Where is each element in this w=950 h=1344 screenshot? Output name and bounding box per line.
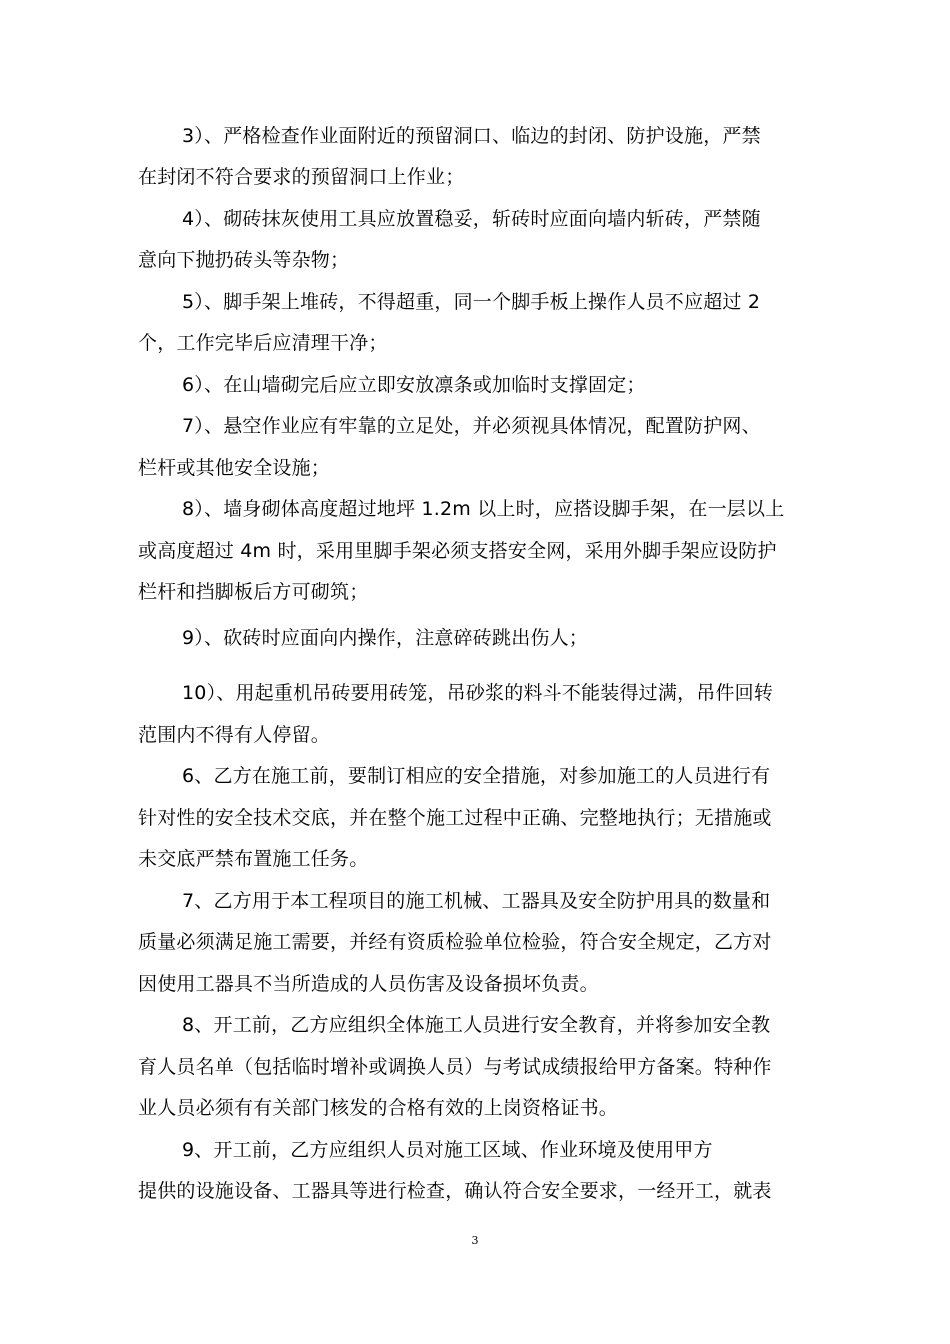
text-line: 因使用工器具不当所造成的人员伤害及设备损坏负责。 bbox=[138, 973, 599, 995]
text-line: 6、乙方在施工前，要制订相应的安全措施，对参加施工的人员进行有 bbox=[182, 765, 771, 787]
text-line: 8）、墙身砌体高度超过地坪 1.2m 以上时，应搭设脚手架，在一层以上 bbox=[182, 498, 785, 520]
text-line: 提供的设施设备、工器具等进行检查，确认符合安全要求，一经开工，就表 bbox=[138, 1180, 772, 1202]
text-line: 业人员必须有有关部门核发的合格有效的上岗资格证书。 bbox=[138, 1097, 619, 1119]
text-line: 质量必须满足施工需要，并经有资质检验单位检验，符合安全规定，乙方对 bbox=[138, 931, 772, 953]
text-line: 6）、在山墙砌完后应立即安放凛条或加临时支撑固定； bbox=[182, 374, 646, 396]
text-line: 9）、砍砖时应面向内操作，注意碎砖跳出伤人； bbox=[182, 627, 588, 649]
text-line: 意向下抛扔砖头等杂物； bbox=[138, 249, 350, 271]
text-line: 9、开工前，乙方应组织人员对施工区域、作业环境及使用甲方 bbox=[182, 1139, 713, 1161]
text-line: 栏杆或其他安全设施； bbox=[138, 457, 331, 479]
text-line: 育人员名单（包括临时增补或调换人员）与考试成绩报给甲方备案。特种作 bbox=[138, 1056, 772, 1078]
text-line: 3）、严格检查作业面附近的预留洞口、临边的封闭、防护设施，严禁 bbox=[182, 125, 761, 147]
text-line: 7）、悬空作业应有牢靠的立足处，并必须视具体情况，配置防护网、 bbox=[182, 415, 761, 437]
text-line: 7、乙方用于本工程项目的施工机械、工器具及安全防护用具的数量和 bbox=[182, 890, 771, 912]
text-line: 栏杆和挡脚板后方可砌筑； bbox=[138, 581, 369, 603]
text-line: 8、开工前，乙方应组织全体施工人员进行安全教育，并将参加安全教 bbox=[182, 1014, 771, 1036]
text-line: 10）、用起重机吊砖要用砖笼，吊砂浆的料斗不能装得过满，吊件回转 bbox=[182, 682, 774, 704]
text-line: 5）、脚手架上堆砖，不得超重，同一个脚手板上操作人员不应超过 2 bbox=[182, 291, 761, 313]
text-line: 个，工作完毕后应清理干净； bbox=[138, 332, 388, 354]
text-line: 范围内不得有人停留。 bbox=[138, 724, 331, 746]
page-number: 3 bbox=[471, 1234, 479, 1247]
text-line: 在封闭不符合要求的预留洞口上作业； bbox=[138, 166, 465, 188]
text-line: 4）、砌砖抹灰使用工具应放置稳妥，斩砖时应面向墙内斩砖，严禁随 bbox=[182, 208, 761, 230]
text-line: 未交底严禁布置施工任务。 bbox=[138, 848, 369, 870]
text-line: 或高度超过 4m 时，采用里脚手架必须支搭安全网，采用外脚手架应设防护 bbox=[138, 540, 777, 562]
text-line: 针对性的安全技术交底，并在整个施工过程中正确、完整地执行；无措施或 bbox=[138, 807, 772, 829]
